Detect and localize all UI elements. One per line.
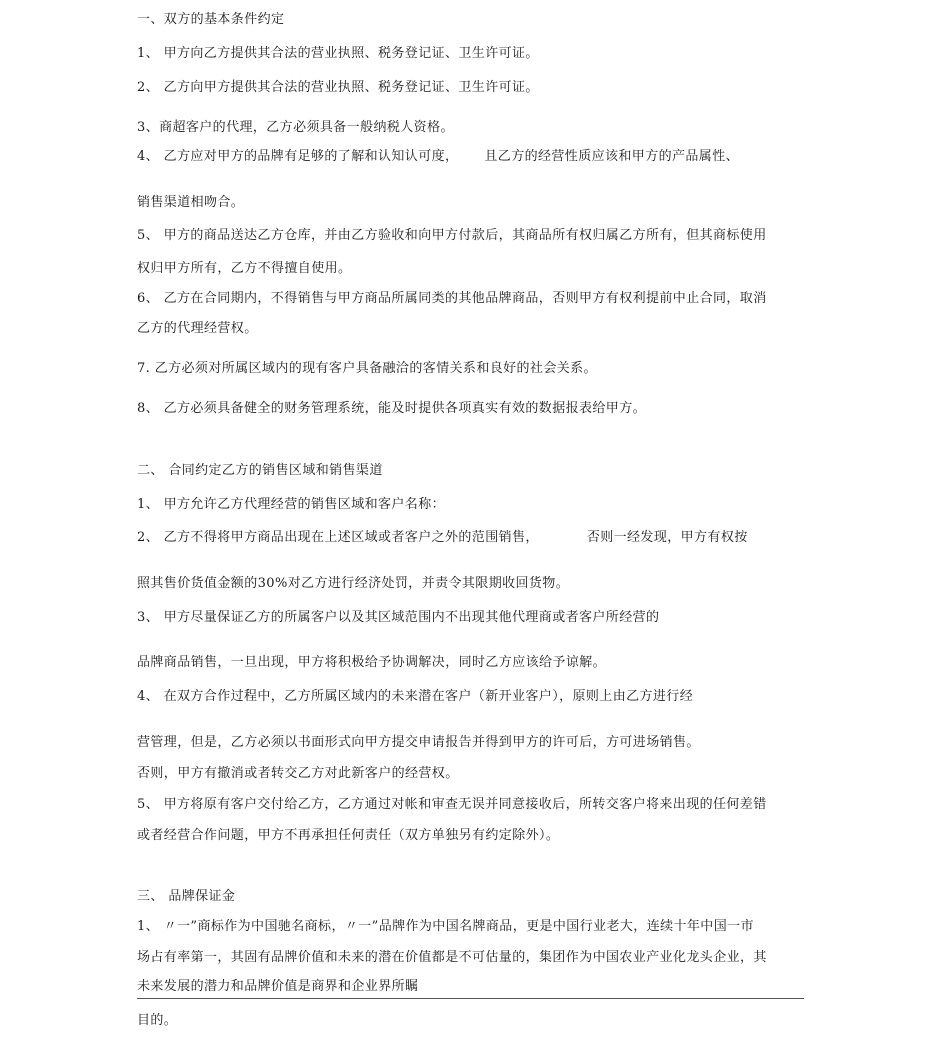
clause-3-1-line-1: 1、 〃一”商标作为中国驰名商标，〃一”品牌作为中国名牌商品，更是中国行业老大，连续十年中国一市 — [137, 919, 754, 934]
clause-1-6-line-2: 乙方的代理经营权。 — [137, 321, 258, 336]
clause-1-7: 7. 乙方必须对所属区域内的现有客户具备融洽的客情关系和良好的社会关系。 — [137, 361, 597, 376]
clause-2-2-part-b: 否则一经发现，甲方有权按 — [586, 530, 748, 545]
clause-2-5-line-1: 5、 甲方将原有客户交付给乙方，乙方通过对帐和审查无误并同意接收后，所转交客户将来出现的任何差错 — [137, 797, 767, 812]
clause-2-2-line-2: 照其售价货值金额的30%对乙方进行经济处罚，并责令其限期收回货物。 — [137, 576, 570, 591]
page-divider — [137, 998, 804, 999]
clause-1-4-part-b: 且乙方的经营性质应该和甲方的产品属性、 — [484, 149, 740, 164]
clause-1-3: 3、商超客户的代理，乙方必须具备一般纳税人资格。 — [137, 120, 454, 135]
clause-2-5-line-2: 或者经营合作问题，甲方不再承担任何责任（双方单独另有约定除外）。 — [137, 828, 560, 843]
clause-1-2: 2、 乙方向甲方提供其合法的营业执照、税务登记证、卫生许可证。 — [137, 80, 539, 95]
clause-2-4-line-3: 否则，甲方有撤消或者转交乙方对此新客户的经营权。 — [137, 766, 459, 781]
section-1-title: 一、双方的基本条件约定 — [137, 12, 285, 27]
clause-1-5-line-2: 权归甲方所有，乙方不得擅自使用。 — [137, 261, 352, 276]
section-2-title: 二、 合同约定乙方的销售区域和销售渠道 — [137, 463, 383, 478]
clause-2-4-line-2: 营管理，但是，乙方必须以书面形式向甲方提交申请报告并得到甲方的许可后，方可进场销售。 — [137, 735, 700, 750]
clause-2-4-line-1: 4、 在双方合作过程中，乙方所属区域内的未来潜在客户（新开业客户），原则上由乙方进行经 — [137, 689, 694, 704]
clause-1-4-line-2: 销售渠道相吻合。 — [137, 195, 245, 210]
clause-2-3-line-1: 3、 甲方尽量保证乙方的所属客户以及其区域范围内不出现其他代理商或者客户所经营的 — [137, 610, 660, 625]
section-3-title: 三、 品牌保证金 — [137, 889, 236, 904]
clause-1-1: 1、 甲方向乙方提供其合法的营业执照、税务登记证、卫生许可证。 — [137, 46, 539, 61]
clause-2-2-line-1 — [137, 530, 748, 546]
clause-3-1-line-3: 未来发展的潜力和品牌价值是商界和企业界所瞩 — [137, 979, 419, 994]
clause-1-4-line-1 — [137, 149, 739, 165]
clause-1-8: 8、 乙方必须具备健全的财务管理系统，能及时提供各项真实有效的数据报表给甲方。 — [137, 401, 647, 416]
clause-3-1-line-4: 目的。 — [137, 1013, 178, 1028]
clause-1-6-line-1: 6、 乙方在合同期内，不得销售与甲方商品所属同类的其他品牌商品，否则甲方有权利提前中止合同，取消 — [137, 291, 767, 306]
clause-1-5-line-1: 5、 甲方的商品送达乙方仓库，并由乙方验收和向甲方付款后，其商品所有权归属乙方所有，但其商标使用 — [137, 228, 767, 243]
clause-2-2-part-a: 2、 乙方不得将甲方商品出现在上述区域或者客户之外的范围销售， — [137, 530, 539, 545]
clause-2-1: 1、 甲方允许乙方代理经营的销售区域和客户名称： — [137, 497, 446, 512]
clause-3-1-line-2: 场占有率第一，其固有品牌价值和未来的潜在价值都是不可估量的，集团作为中国农业产业化龙头企业，其 — [137, 950, 767, 965]
clause-1-4-part-a: 4、 乙方应对甲方的品牌有足够的了解和认知认可度， — [137, 149, 459, 164]
clause-2-3-line-2: 品牌商品销售，一旦出现，甲方将积极给予协调解决，同时乙方应该给予谅解。 — [137, 655, 607, 670]
